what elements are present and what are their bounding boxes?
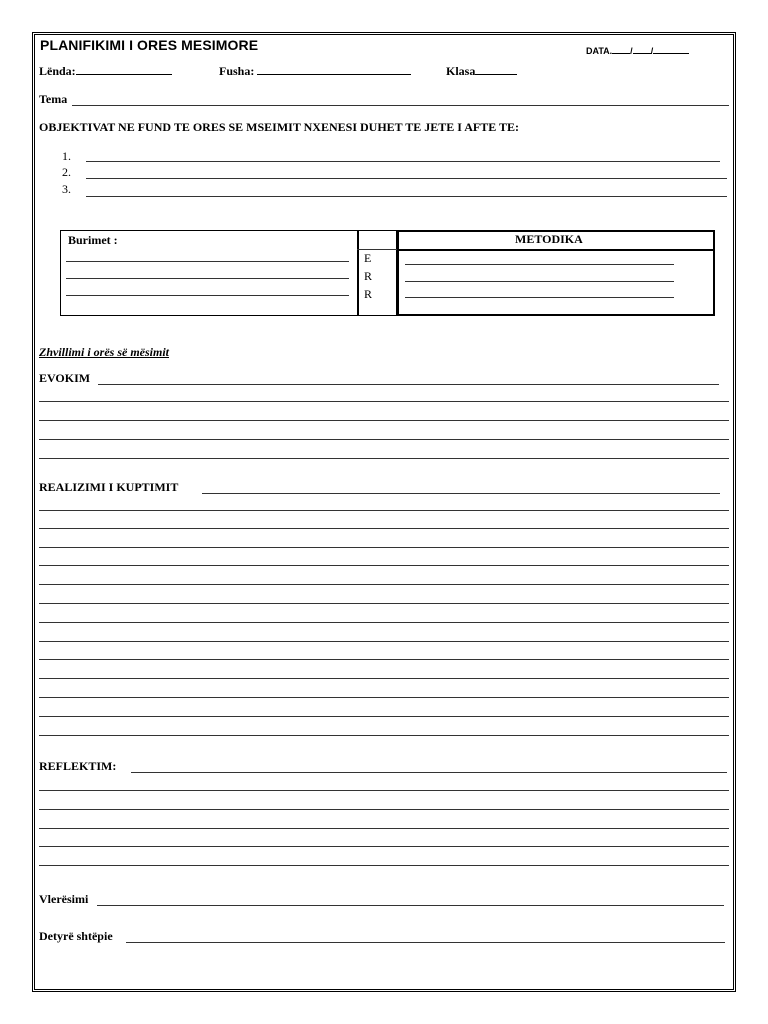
homework-label: Detyrë shtëpie [39, 929, 113, 943]
homework-line[interactable] [126, 942, 725, 943]
realization-line-8[interactable] [39, 641, 729, 642]
page-border [32, 32, 736, 992]
realization-line-11[interactable] [39, 697, 729, 698]
err-letter-r1: R [364, 269, 373, 283]
realization-line-7[interactable] [39, 622, 729, 623]
realization-line-10[interactable] [39, 678, 729, 679]
area-field[interactable] [219, 64, 411, 79]
topic-line[interactable] [72, 105, 729, 106]
development-heading: Zhvillimi i orës së mësimit [39, 345, 169, 359]
reflection-label: REFLEKTIM: [39, 759, 117, 773]
reflection-line-4[interactable] [39, 846, 729, 847]
err-header-divider [357, 249, 398, 250]
realization-line-9[interactable] [39, 659, 729, 660]
class-field[interactable] [446, 64, 517, 79]
realization-line-4[interactable] [39, 565, 729, 566]
evocation-line-3[interactable] [39, 439, 729, 440]
realization-line-12[interactable] [39, 716, 729, 717]
objective-number-3: 3. [62, 182, 71, 196]
objective-line-3[interactable] [86, 196, 727, 197]
objective-number-1: 1. [62, 149, 71, 163]
subject-field[interactable] [39, 64, 172, 79]
method-line-2[interactable] [405, 281, 674, 282]
subject-label: Lënda: [39, 64, 76, 78]
realization-line-1[interactable] [39, 510, 729, 511]
topic-label: Tema [39, 92, 68, 106]
date-separator-2: / [650, 46, 654, 56]
realization-line-5[interactable] [39, 584, 729, 585]
realization-line-13[interactable] [39, 735, 729, 736]
method-line-3[interactable] [405, 297, 674, 298]
evocation-line-2[interactable] [39, 420, 729, 421]
objective-number-2: 2. [62, 165, 71, 179]
assessment-line[interactable] [97, 905, 724, 906]
resources-line-2[interactable] [66, 278, 349, 279]
method-label: METODIKA [515, 232, 583, 246]
objectives-heading: OBJEKTIVAT NE FUND TE ORES SE MSEIMIT NXENESI DUHET TE JETE I AFTE TE: [39, 120, 520, 134]
evocation-line-4[interactable] [39, 458, 729, 459]
class-label: Klasa [446, 64, 476, 78]
realization-line-2[interactable] [39, 528, 729, 529]
resources-line-1[interactable] [66, 261, 349, 262]
err-letter-e: E [364, 251, 372, 265]
evocation-label: EVOKIM [39, 371, 91, 385]
assessment-label: Vlerësimi [39, 892, 89, 906]
date-field[interactable] [586, 43, 689, 56]
realization-line-3[interactable] [39, 547, 729, 548]
reflection-line-2[interactable] [39, 809, 729, 810]
realization-label: REALIZIMI I KUPTIMIT [39, 480, 179, 494]
page-title: PLANIFIKIMI I ORES MESIMORE [40, 37, 259, 53]
objective-line-1[interactable] [86, 161, 720, 162]
err-letter-r2: R [364, 287, 373, 301]
resources-line-3[interactable] [66, 295, 349, 296]
reflection-line-5[interactable] [39, 865, 729, 866]
resources-label: Burimet : [68, 233, 118, 247]
date-label: DATA. [586, 46, 613, 56]
reflection-line-1[interactable] [39, 790, 729, 791]
evocation-line-1[interactable] [39, 401, 729, 402]
realization-line-0[interactable] [202, 493, 720, 494]
date-separator-1: / [630, 46, 633, 56]
reflection-line-3[interactable] [39, 828, 729, 829]
objective-line-2[interactable] [86, 178, 727, 179]
area-label: Fusha: [219, 64, 255, 78]
method-line-1[interactable] [405, 264, 674, 265]
realization-line-6[interactable] [39, 603, 729, 604]
method-header-divider [397, 249, 715, 251]
evocation-line-0[interactable] [98, 384, 719, 385]
reflection-line-0[interactable] [131, 772, 727, 773]
